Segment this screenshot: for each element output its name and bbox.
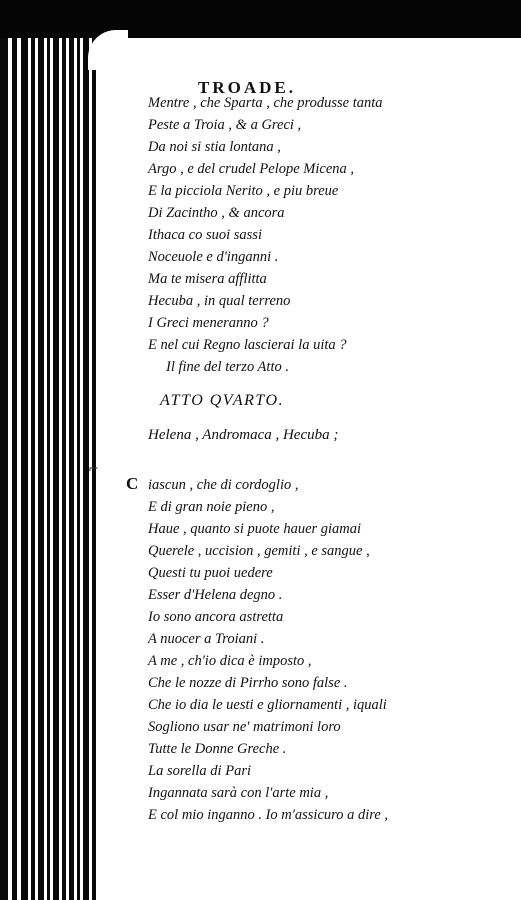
verse-line: Esser d'Helena degno . bbox=[148, 587, 283, 603]
verse-line: Io sono ancora astretta bbox=[148, 609, 284, 625]
act-end-line: Il fine del terzo Atto . bbox=[166, 359, 289, 375]
verse-line: I Greci meneranno ? bbox=[148, 315, 269, 331]
verse-line: E nel cui Regno lascierai la uita ? bbox=[148, 337, 347, 353]
verse-line: Di Zacintho , & ancora bbox=[148, 205, 285, 221]
verse-line: Hecuba , in qual terreno bbox=[148, 293, 291, 309]
verse-line: E la picciola Nerito , e piu breue bbox=[148, 183, 339, 199]
verse-line: Ma te misera afflitta bbox=[148, 271, 267, 287]
verse-line: Peste a Troia , & a Greci , bbox=[148, 117, 302, 133]
verse-line: Questi tu puoi uedere bbox=[148, 565, 273, 581]
verse-line: La sorella di Pari bbox=[148, 763, 251, 779]
verse-line: Mentre , che Sparta , che produsse tanta bbox=[148, 95, 383, 111]
verse-line: Argo , e del crudel Pelope Micena , bbox=[148, 161, 355, 177]
verse-line: Haue , quanto si puote hauer giamai bbox=[148, 521, 362, 537]
verse-line: Che le nozze di Pirrho sono false . bbox=[148, 675, 348, 691]
verse-line: Sogliono usar ne' matrimoni loro bbox=[148, 719, 341, 735]
verse-line: Noceuole e d'inganni . bbox=[148, 249, 279, 265]
verse-line: Ithaca co suoi sassi bbox=[148, 227, 262, 243]
verse-line: E col mio inganno . Io m'assicuro a dire , bbox=[148, 807, 389, 823]
running-head: TROADE. bbox=[198, 78, 296, 97]
margin-mark: ⌐ bbox=[88, 462, 99, 477]
verse-line: A nuocer a Troiani . bbox=[148, 631, 265, 647]
verse-line: Da noi si stia lontana , bbox=[148, 139, 281, 155]
verse-line: Ingannata sarà con l'arte mia , bbox=[148, 785, 329, 801]
verse-line: iascun , che di cordoglio , bbox=[148, 477, 299, 493]
verse-line: Querele , uccision , gemiti , e sangue , bbox=[148, 543, 370, 559]
act-title: ATTO QVARTO. bbox=[160, 392, 285, 409]
verse-line: A me , ch'io dica è imposto , bbox=[148, 653, 312, 669]
verse-line: Che io dia le uesti e gliornamenti , iquali bbox=[148, 697, 387, 713]
scan-top-shadow bbox=[0, 0, 521, 38]
book-binding-edges bbox=[0, 38, 100, 900]
verse-line: E di gran noie pieno , bbox=[148, 499, 275, 515]
speaker-list: Helena , Andromaca , Hecuba ; bbox=[148, 427, 339, 443]
verse-line: Tutte le Donne Greche . bbox=[148, 741, 287, 757]
drop-cap: C bbox=[126, 474, 139, 493]
